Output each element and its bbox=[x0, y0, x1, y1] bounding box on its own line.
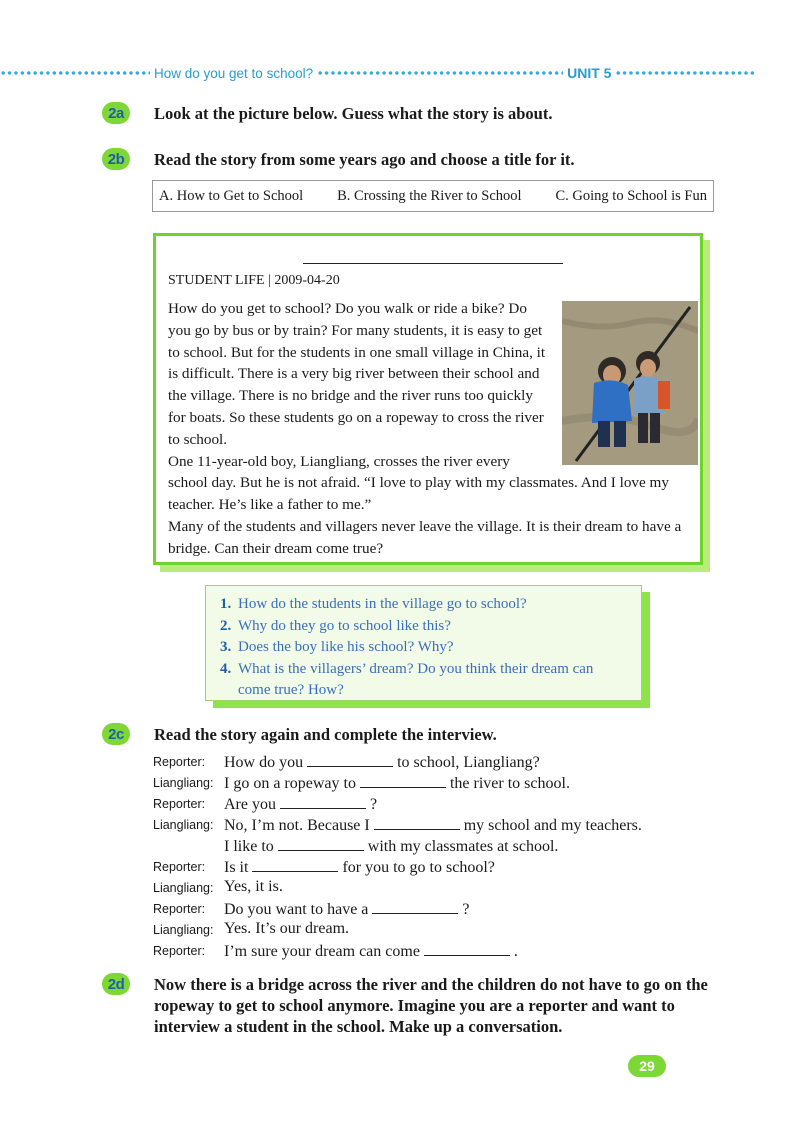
speaker-label: Reporter: bbox=[153, 797, 206, 811]
header-title: How do you get to school? bbox=[154, 65, 314, 81]
question-item bbox=[220, 594, 641, 616]
title-blank-line bbox=[303, 263, 563, 264]
question-number: 3. bbox=[220, 639, 232, 656]
story-text bbox=[168, 298, 698, 560]
line-text-before: How do you bbox=[224, 754, 304, 771]
answer-blank[interactable] bbox=[360, 773, 446, 788]
line-text-after: for you to go to school? bbox=[342, 859, 495, 876]
line-text-after: the river to school. bbox=[449, 775, 570, 792]
speaker-label: Liangliang: bbox=[153, 881, 214, 895]
line-text-before: No, I’m not. Because I bbox=[224, 817, 370, 834]
story-paragraph-2: One 11-year-old boy, Liangliang, crosses the river every school day. But he is not afraid. “I love to play with my classmates. And I love my teacher. He’s like a father to me.” bbox=[168, 452, 669, 514]
title-option-a: A. How to Get to School bbox=[159, 187, 304, 204]
answer-blank[interactable] bbox=[307, 752, 393, 767]
answer-blank[interactable] bbox=[278, 836, 364, 851]
speaker-label: Liangliang: bbox=[153, 923, 214, 937]
line-text-before: I like to bbox=[224, 838, 274, 855]
instruction-2a: Look at the picture below. Guess what the story is about. bbox=[154, 104, 553, 123]
speaker-label: Reporter: bbox=[153, 860, 206, 874]
title-option-c: C. Going to School is Fun bbox=[555, 187, 707, 204]
line-text-before: Do you want to have a bbox=[224, 901, 369, 918]
line-text-after: my school and my teachers. bbox=[463, 817, 642, 834]
speaker-label: Liangliang: bbox=[153, 818, 214, 832]
question-item bbox=[220, 637, 641, 659]
question-number: 1. bbox=[220, 596, 232, 612]
speaker-label: Reporter: bbox=[153, 944, 206, 958]
line-text-before: Are you bbox=[224, 796, 276, 813]
header-dots-right bbox=[615, 71, 755, 75]
questions-box bbox=[205, 585, 642, 701]
section-badge-2d: 2d bbox=[102, 973, 130, 995]
ropeway-photo bbox=[562, 301, 698, 465]
line-text-before: I’m sure your dream can come bbox=[224, 943, 420, 960]
question-text: Why do they go to school like this? bbox=[238, 617, 451, 634]
line-text-before: Is it bbox=[224, 859, 249, 876]
instruction-2d: Now there is a bridge across the river and the children do not have to go on the ropeway to get to school anymore. Imagine you are a reporter and want to interview a student in the school. Make up a conversation. bbox=[154, 975, 708, 1036]
answer-blank[interactable] bbox=[252, 857, 338, 872]
answer-blank[interactable] bbox=[372, 899, 458, 914]
question-text: What is the villagers’ dream? Do you think their dream can come true? How? bbox=[238, 660, 594, 699]
question-item bbox=[220, 616, 641, 638]
answer-blank[interactable] bbox=[374, 815, 460, 830]
page-number: 29 bbox=[628, 1055, 666, 1077]
answer-blank[interactable] bbox=[280, 794, 366, 809]
story-paragraph-3: Many of the students and villagers never leave the village. It is their dream to have a bridge. Can their dream come true? bbox=[168, 517, 682, 557]
line-text-before: I go on a ropeway to bbox=[224, 775, 356, 792]
ropeway-photo-illustration bbox=[562, 301, 698, 465]
story-box bbox=[153, 233, 703, 565]
instruction-2c: Read the story again and complete the interview. bbox=[154, 725, 497, 744]
answer-blank[interactable] bbox=[424, 941, 510, 956]
header-dots-left bbox=[0, 71, 150, 75]
instruction-2b: Read the story from some years ago and choose a title for it. bbox=[154, 150, 575, 169]
story-paragraph-1: How do you get to school? Do you walk or ride a bike? Do you go by bus or by train? For many students, it is easy to get to school. But for the students in one small village in China, it is difficult. There is a very big river between their school and the village. There is no bridge and the river runs too quickly for boats. So these students go on a ropeway to cross the river to school. bbox=[168, 300, 546, 448]
section-badge-2b: 2b bbox=[102, 148, 130, 170]
header-dots-middle bbox=[317, 71, 563, 75]
header-unit: UNIT 5 bbox=[567, 65, 612, 81]
story-meta: STUDENT LIFE | 2009-04-20 bbox=[168, 273, 340, 288]
question-number: 2. bbox=[220, 617, 232, 634]
speaker-label: Reporter: bbox=[153, 902, 206, 916]
question-item bbox=[220, 659, 641, 702]
line-text-after: with my classmates at school. bbox=[367, 838, 559, 855]
speaker-label: Liangliang: bbox=[153, 776, 214, 790]
line-text: Yes. It’s our dream. bbox=[224, 920, 350, 937]
title-option-b: B. Crossing the River to School bbox=[337, 187, 522, 204]
line-text-after: ? bbox=[369, 796, 378, 813]
line-text: Yes, it is. bbox=[224, 878, 283, 895]
line-text-after: to school, Liangliang? bbox=[397, 754, 540, 771]
speaker-label: Reporter: bbox=[153, 755, 206, 769]
line-text-after: . bbox=[513, 943, 518, 960]
question-text: Does the boy like his school? Why? bbox=[238, 639, 454, 656]
section-badge-2c: 2c bbox=[102, 723, 130, 745]
section-badge-2a: 2a bbox=[102, 102, 130, 124]
page-header bbox=[0, 60, 800, 86]
line-text-after: ? bbox=[462, 901, 470, 918]
question-text: How do the students in the village go to school? bbox=[238, 596, 527, 612]
title-options bbox=[152, 180, 714, 212]
question-number: 4. bbox=[220, 660, 232, 677]
